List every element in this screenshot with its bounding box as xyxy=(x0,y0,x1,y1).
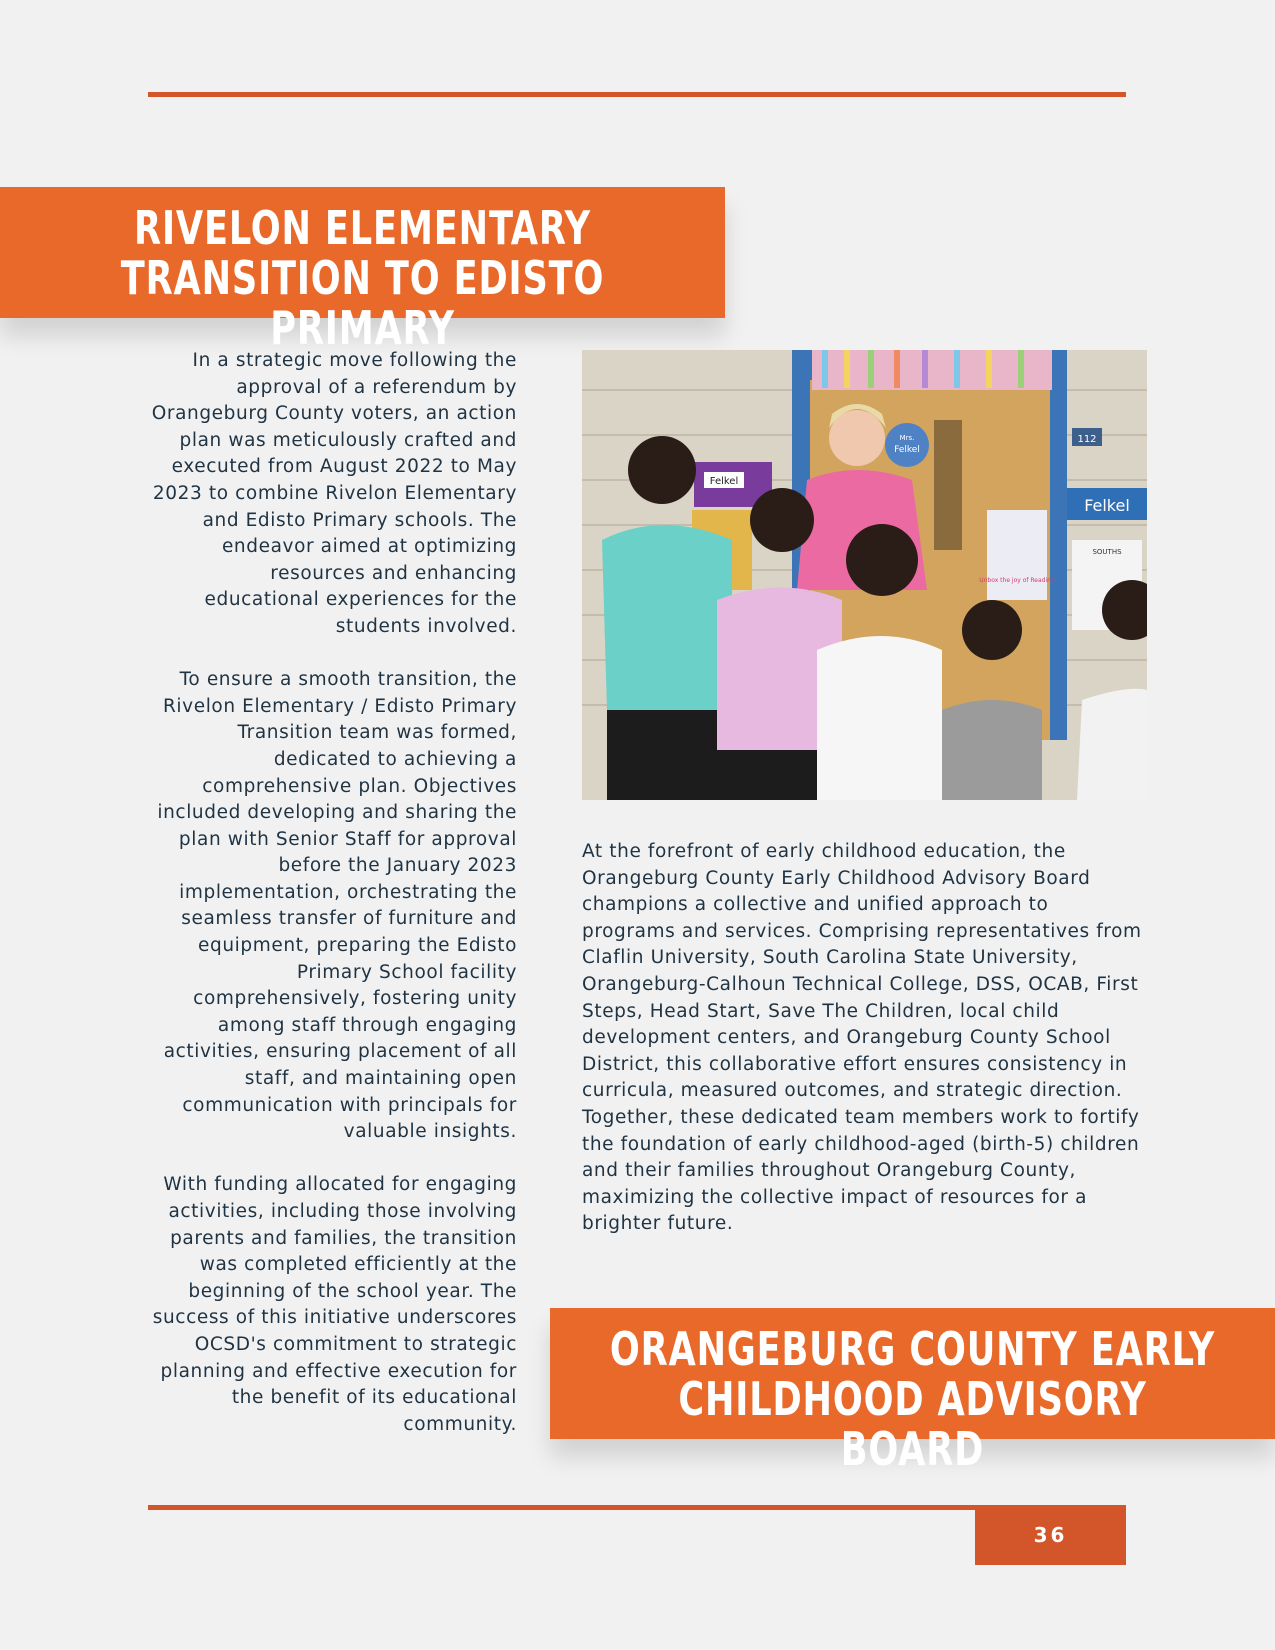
left-article-column xyxy=(150,348,517,1465)
banner-title-line1: ORANGEBURG COUNTY EARLY xyxy=(609,1322,1216,1376)
badge-text-line2: Felkel xyxy=(894,445,920,455)
section-banner-rivelon xyxy=(0,187,725,355)
right-paragraph-1: At the forefront of early childhood education, the Orangeburg County Early Childhood Advisory Board champions a collective and unified approach to programs and services. Comprising representatives from Claflin University, South Carolina State University, Orangeburg-Calhoun Technical College, DSS, OCAB, First Steps, Head Start, Save The Children, local child development centers, and Orangeburg County School District, this collaborative effort ensures consistency in curricula, measured outcomes, and strategic direction. Together, these dedicated team members work to fortify the foundation of early childhood-aged (birth-5) children and their families throughout Orangeburg County, maximizing the collective impact of resources for a brighter future. xyxy=(582,841,1142,1235)
notice-heading: SOUTHS xyxy=(1092,548,1122,556)
left-paragraph-2: To ensure a smooth transition, the Rivelon Elementary / Edisto Primary Transition team was formed, dedicated to achieving a comprehensive plan. Objectives included developing and sharing the plan with Senior Staff for approval before the January 2023 implementation, orchestrating the seamless transfer of furniture and equipment, preparing the Edisto Primary School facility comprehensively, fostering unity among staff through engaging activities, ensuring placement of all staff, and maintaining open communication with principals for valuable insights. xyxy=(157,669,517,1143)
banner-title-line2: TRANSITION TO EDISTO PRIMARY xyxy=(120,251,605,355)
bin-label: Felkel xyxy=(709,476,739,487)
badge-text-line1: Mrs. xyxy=(899,434,915,442)
right-article-column xyxy=(582,839,1142,1238)
poster-text: Unbox the joy of Reading xyxy=(979,577,1055,584)
door-name-sign: Felkel xyxy=(1084,496,1130,515)
left-paragraph-3: With funding allocated for engaging activities, including those involving parents and families, the transition was completed efficiently at the beginning of the school year. The success of this initiative underscores OCSD's commitment to strategic planning and effective execution for the benefit of its educational community. xyxy=(152,1174,517,1435)
page-number: 36 xyxy=(975,1505,1126,1565)
left-paragraph-1: In a strategic move following the approval of a referendum by Orangeburg County voters, an action plan was meticulously crafted and executed from August 2022 to May 2023 to combine Rivelon Elementary and Edisto Primary schools. The endeavor aimed at optimizing resources and enhancing educational experiences for the students involved. xyxy=(151,350,517,637)
room-number-label: 112 xyxy=(1077,434,1097,445)
banner-title-line1: RIVELON ELEMENTARY xyxy=(134,201,591,255)
classroom-photo-illustration xyxy=(582,350,1147,800)
classroom-photo xyxy=(582,350,1147,800)
banner-title-line2: CHILDHOOD ADVISORY BOARD xyxy=(678,1372,1147,1476)
section-banner-advisory-board xyxy=(550,1308,1275,1476)
top-rule xyxy=(148,92,1126,97)
